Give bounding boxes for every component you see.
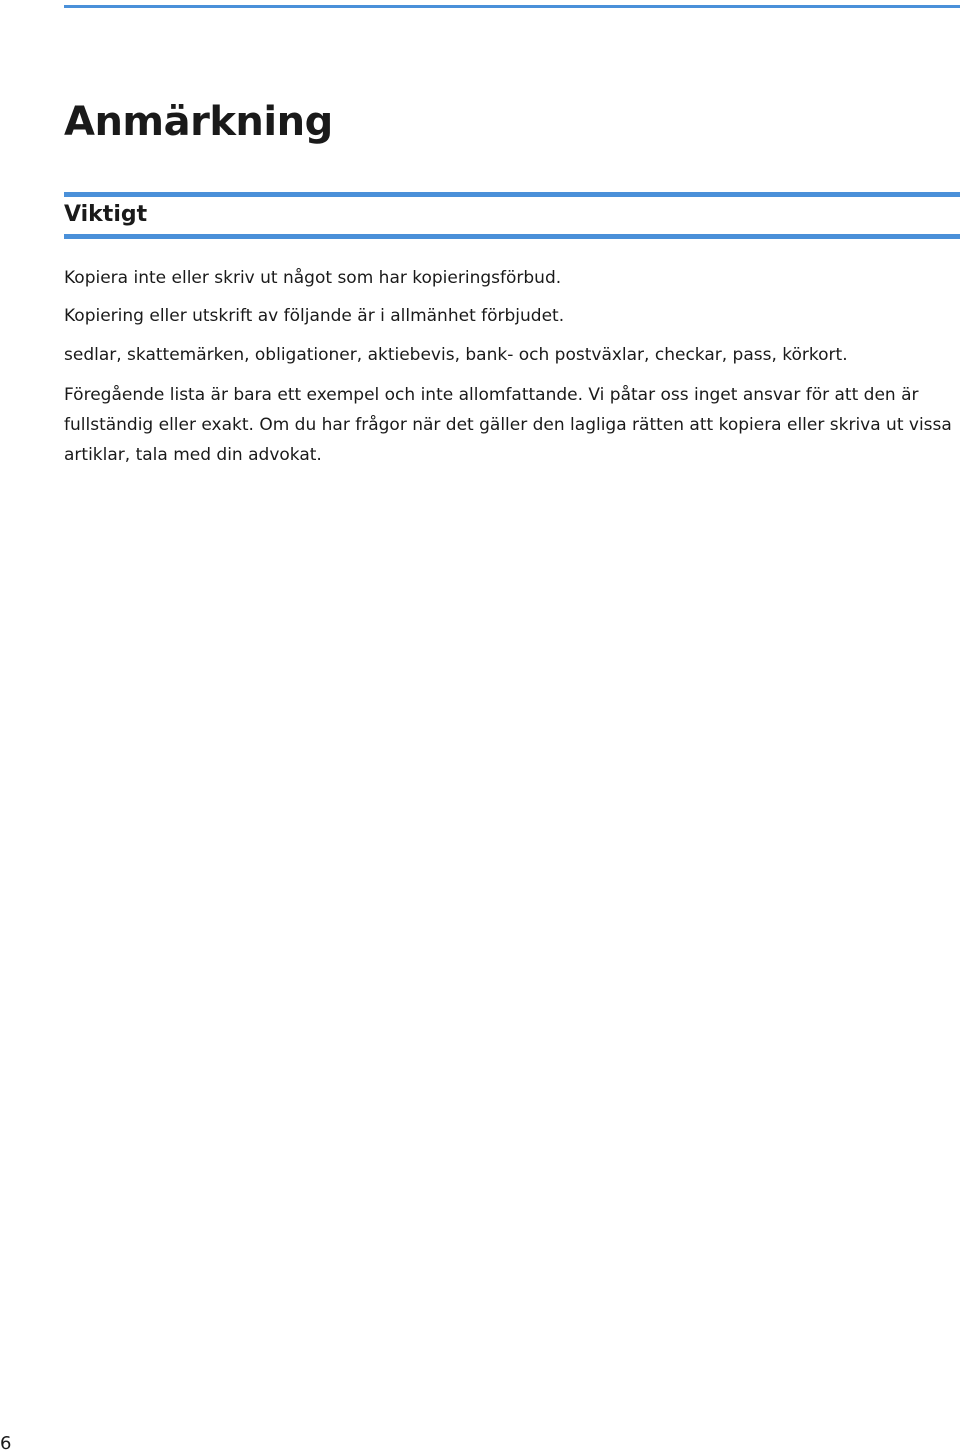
page-number: 6 bbox=[0, 1433, 12, 1454]
notice-paragraph: sedlar, skattemärken, obligationer, aktiebevis, bank- och postväxlar, checkar, pass, körkort. bbox=[64, 345, 848, 365]
notice-rule-top bbox=[64, 192, 960, 197]
notice-rule-bottom bbox=[64, 234, 960, 239]
notice-paragraph: Kopiering eller utskrift av följande är i allmänhet förbjudet. bbox=[64, 306, 565, 326]
page-title: Anmärkning bbox=[64, 99, 333, 145]
notice-paragraph: Föregående lista är bara ett exempel och inte allomfattande. Vi påtar oss inget ansvar för att den är fullständig eller exakt. Om du har frågor när det gäller den lagliga rätten att kopiera eller skriva ut vissa artiklar, tala med din advokat. bbox=[64, 385, 952, 465]
notice-paragraph: Kopiera inte eller skriv ut något som har kopieringsförbud. bbox=[64, 268, 562, 288]
notice-heading: Viktigt bbox=[64, 202, 148, 227]
header-rule bbox=[64, 5, 960, 8]
